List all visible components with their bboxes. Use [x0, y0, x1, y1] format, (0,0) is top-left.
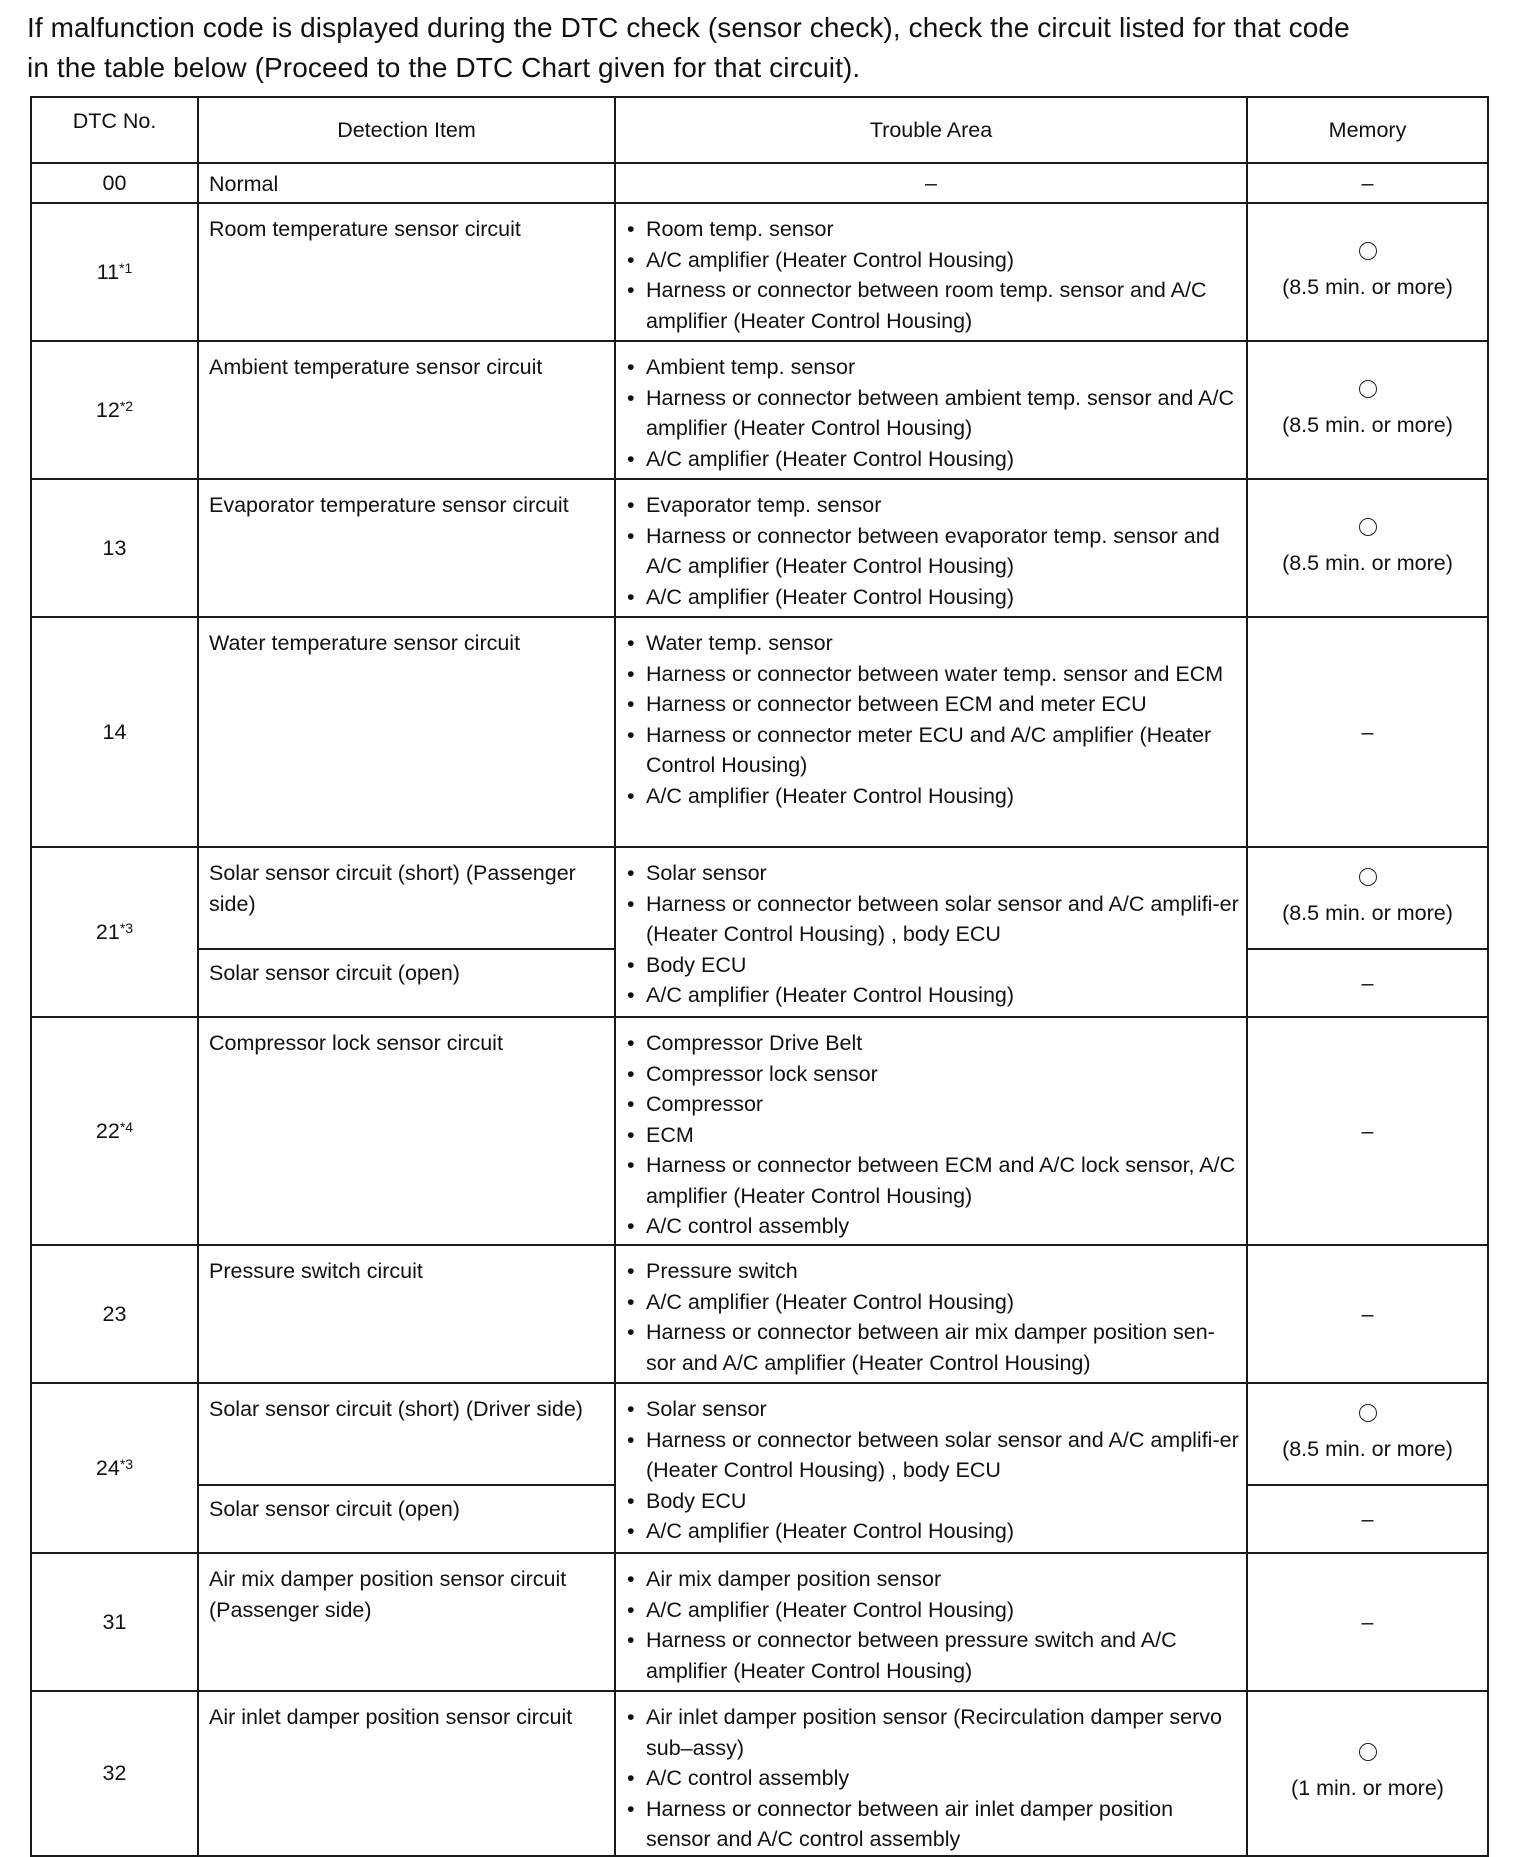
detection-item: Pressure switch circuit [198, 1245, 615, 1383]
table-row [31, 847, 1488, 949]
trouble-item: • Harness or connector between solar sensor and A/C amplifi-er (Heater Control Housing) , body ECU [626, 889, 1240, 950]
circle-icon [1359, 518, 1377, 536]
trouble-area [615, 1691, 1247, 1856]
circle-icon [1359, 1743, 1377, 1761]
memory-value: – [1247, 163, 1488, 203]
trouble-item: • A/C amplifier (Heater Control Housing) [626, 1516, 1240, 1547]
memory-value: – [1247, 1553, 1488, 1691]
circle-icon [1359, 1404, 1377, 1422]
memory-value: (1 min. or more) [1291, 1776, 1444, 1801]
table-row [31, 1691, 1488, 1856]
trouble-area [615, 1553, 1247, 1691]
trouble-item: • Harness or connector between room temp. sensor and A/C amplifier (Heater Control Housing) [626, 275, 1240, 336]
trouble-item: • A/C amplifier (Heater Control Housing) [626, 245, 1240, 276]
intro-text [27, 8, 1497, 88]
trouble-item: • Body ECU [626, 1486, 1240, 1517]
trouble-item: • A/C amplifier (Heater Control Housing) [626, 444, 1240, 475]
trouble-area [615, 341, 1247, 479]
trouble-item: • A/C amplifier (Heater Control Housing) [626, 582, 1240, 613]
trouble-item: • Harness or connector between ECM and A/C lock sensor, A/C amplifier (Heater Control Housing) [626, 1150, 1240, 1211]
table-row [31, 163, 1488, 203]
detection-item: Ambient temperature sensor circuit [198, 341, 615, 479]
detection-item: Evaporator temperature sensor circuit [198, 479, 615, 617]
dtc-code: 21$^{*3}$ [31, 847, 198, 1017]
memory-value: (8.5 min. or more) [1282, 275, 1453, 299]
table-row [31, 1017, 1488, 1245]
trouble-item: • Pressure switch [626, 1256, 1240, 1287]
circle-icon [1359, 242, 1377, 260]
dtc-code: 13 [31, 479, 198, 617]
memory-value: (8.5 min. or more) [1282, 413, 1453, 437]
trouble-item: • Compressor Drive Belt [626, 1028, 1240, 1059]
detection-item: Solar sensor circuit (short) (Driver side) [198, 1383, 615, 1485]
intro-line-1: If malfunction code is displayed during the DTC check (sensor check), check the circuit listed for that code [27, 12, 1350, 43]
trouble-item: • ECM [626, 1120, 1240, 1151]
trouble-item: • Solar sensor [626, 1394, 1240, 1425]
dtc-code: 31 [31, 1553, 198, 1691]
trouble-area [615, 617, 1247, 847]
dtc-code: 24$^{*3}$ [31, 1383, 198, 1553]
trouble-item: • Water temp. sensor [626, 628, 1240, 659]
detection-item: Solar sensor circuit (open) [198, 949, 615, 1017]
dtc-code: 12$^{*2}$ [31, 341, 198, 479]
memory-value: (8.5 min. or more) [1282, 1437, 1453, 1461]
dtc-code: 32 [31, 1691, 198, 1856]
trouble-item: • Harness or connector meter ECU and A/C amplifier (Heater Control Housing) [626, 720, 1240, 781]
trouble-item: • A/C amplifier (Heater Control Housing) [626, 1595, 1240, 1626]
header-memory: Memory [1247, 97, 1488, 163]
dtc-code: 11$^{*1}$ [31, 203, 198, 341]
detection-item: Solar sensor circuit (open) [198, 1485, 615, 1553]
memory-cell [1247, 203, 1488, 341]
dtc-code: 14 [31, 617, 198, 847]
trouble-item: • Harness or connector between solar sensor and A/C amplifi-er (Heater Control Housing) , body ECU [626, 1425, 1240, 1486]
trouble-item: • A/C control assembly [626, 1763, 1240, 1794]
detection-item: Compressor lock sensor circuit [198, 1017, 615, 1245]
trouble-area [615, 1383, 1247, 1553]
dtc-code: 23 [31, 1245, 198, 1383]
header-detection-item: Detection Item [198, 97, 615, 163]
trouble-item: • Ambient temp. sensor [626, 352, 1240, 383]
intro-line-2: in the table below (Proceed to the DTC Chart given for that circuit). [27, 52, 861, 83]
table-row [31, 341, 1488, 479]
trouble-area [615, 203, 1247, 341]
trouble-item: • Body ECU [626, 950, 1240, 981]
trouble-area [615, 1245, 1247, 1383]
memory-cell [1247, 341, 1488, 479]
trouble-item: • Harness or connector between air mix damper position sen-sor and A/C amplifier (Heater Control Housing) [626, 1317, 1240, 1378]
detection-item: Solar sensor circuit (short) (Passenger side) [198, 847, 615, 949]
trouble-item: • Harness or connector between water temp. sensor and ECM [626, 659, 1240, 690]
table-row [31, 617, 1488, 847]
trouble-area [615, 479, 1247, 617]
trouble-item: • Air inlet damper position sensor (Recirculation damper servo sub–assy) [626, 1702, 1240, 1763]
trouble-area: – [615, 163, 1247, 203]
memory-value: – [1247, 617, 1488, 847]
header-trouble-area: Trouble Area [615, 97, 1247, 163]
memory-value: – [1247, 1485, 1488, 1553]
memory-value: (8.5 min. or more) [1282, 551, 1453, 575]
trouble-item: • Room temp. sensor [626, 214, 1240, 245]
table-row [31, 1553, 1488, 1691]
memory-value: – [1247, 1017, 1488, 1245]
trouble-item: • Compressor [626, 1089, 1240, 1120]
memory-value: – [1247, 1245, 1488, 1383]
table-row [31, 203, 1488, 341]
trouble-item: • Air mix damper position sensor [626, 1564, 1240, 1595]
memory-cell [1247, 847, 1488, 949]
trouble-item: • A/C amplifier (Heater Control Housing) [626, 781, 1240, 812]
table-row [31, 1245, 1488, 1383]
memory-value: (8.5 min. or more) [1282, 901, 1453, 925]
table-row [31, 1383, 1488, 1485]
detection-item: Room temperature sensor circuit [198, 203, 615, 341]
memory-cell [1247, 1383, 1488, 1485]
trouble-item: • Evaporator temp. sensor [626, 490, 1240, 521]
table-header-row [31, 97, 1488, 163]
memory-value: – [1247, 949, 1488, 1017]
trouble-item: • Harness or connector between air inlet damper position sensor and A/C control assembly [626, 1794, 1240, 1855]
trouble-item: • Harness or connector between ambient temp. sensor and A/C amplifier (Heater Control Housing) [626, 383, 1240, 444]
circle-icon [1359, 868, 1377, 886]
memory-cell [1247, 479, 1488, 617]
detection-item: Air inlet damper position sensor circuit [198, 1691, 615, 1856]
trouble-item: • Harness or connector between pressure switch and A/C amplifier (Heater Control Housing) [626, 1625, 1240, 1686]
dtc-code: 00 [31, 163, 198, 203]
header-dtc-no: DTC No. [31, 97, 198, 163]
circle-icon [1359, 380, 1377, 398]
table-row [31, 479, 1488, 617]
detection-item: Water temperature sensor circuit [198, 617, 615, 847]
trouble-area [615, 1017, 1247, 1245]
detection-item: Air mix damper position sensor circuit (Passenger side) [198, 1553, 615, 1691]
trouble-item: • A/C amplifier (Heater Control Housing) [626, 980, 1240, 1011]
dtc-table [30, 96, 1489, 1857]
trouble-item: • Harness or connector between ECM and meter ECU [626, 689, 1240, 720]
trouble-item: • Harness or connector between evaporator temp. sensor and A/C amplifier (Heater Control Housing) [626, 521, 1240, 582]
dtc-code: 22$^{*4}$ [31, 1017, 198, 1245]
trouble-item: • A/C control assembly [626, 1211, 1240, 1242]
trouble-item: • A/C amplifier (Heater Control Housing) [626, 1287, 1240, 1318]
detection-item: Normal [198, 163, 615, 203]
memory-cell [1247, 1691, 1488, 1856]
trouble-item: • Compressor lock sensor [626, 1059, 1240, 1090]
trouble-item: • Solar sensor [626, 858, 1240, 889]
trouble-area [615, 847, 1247, 1017]
